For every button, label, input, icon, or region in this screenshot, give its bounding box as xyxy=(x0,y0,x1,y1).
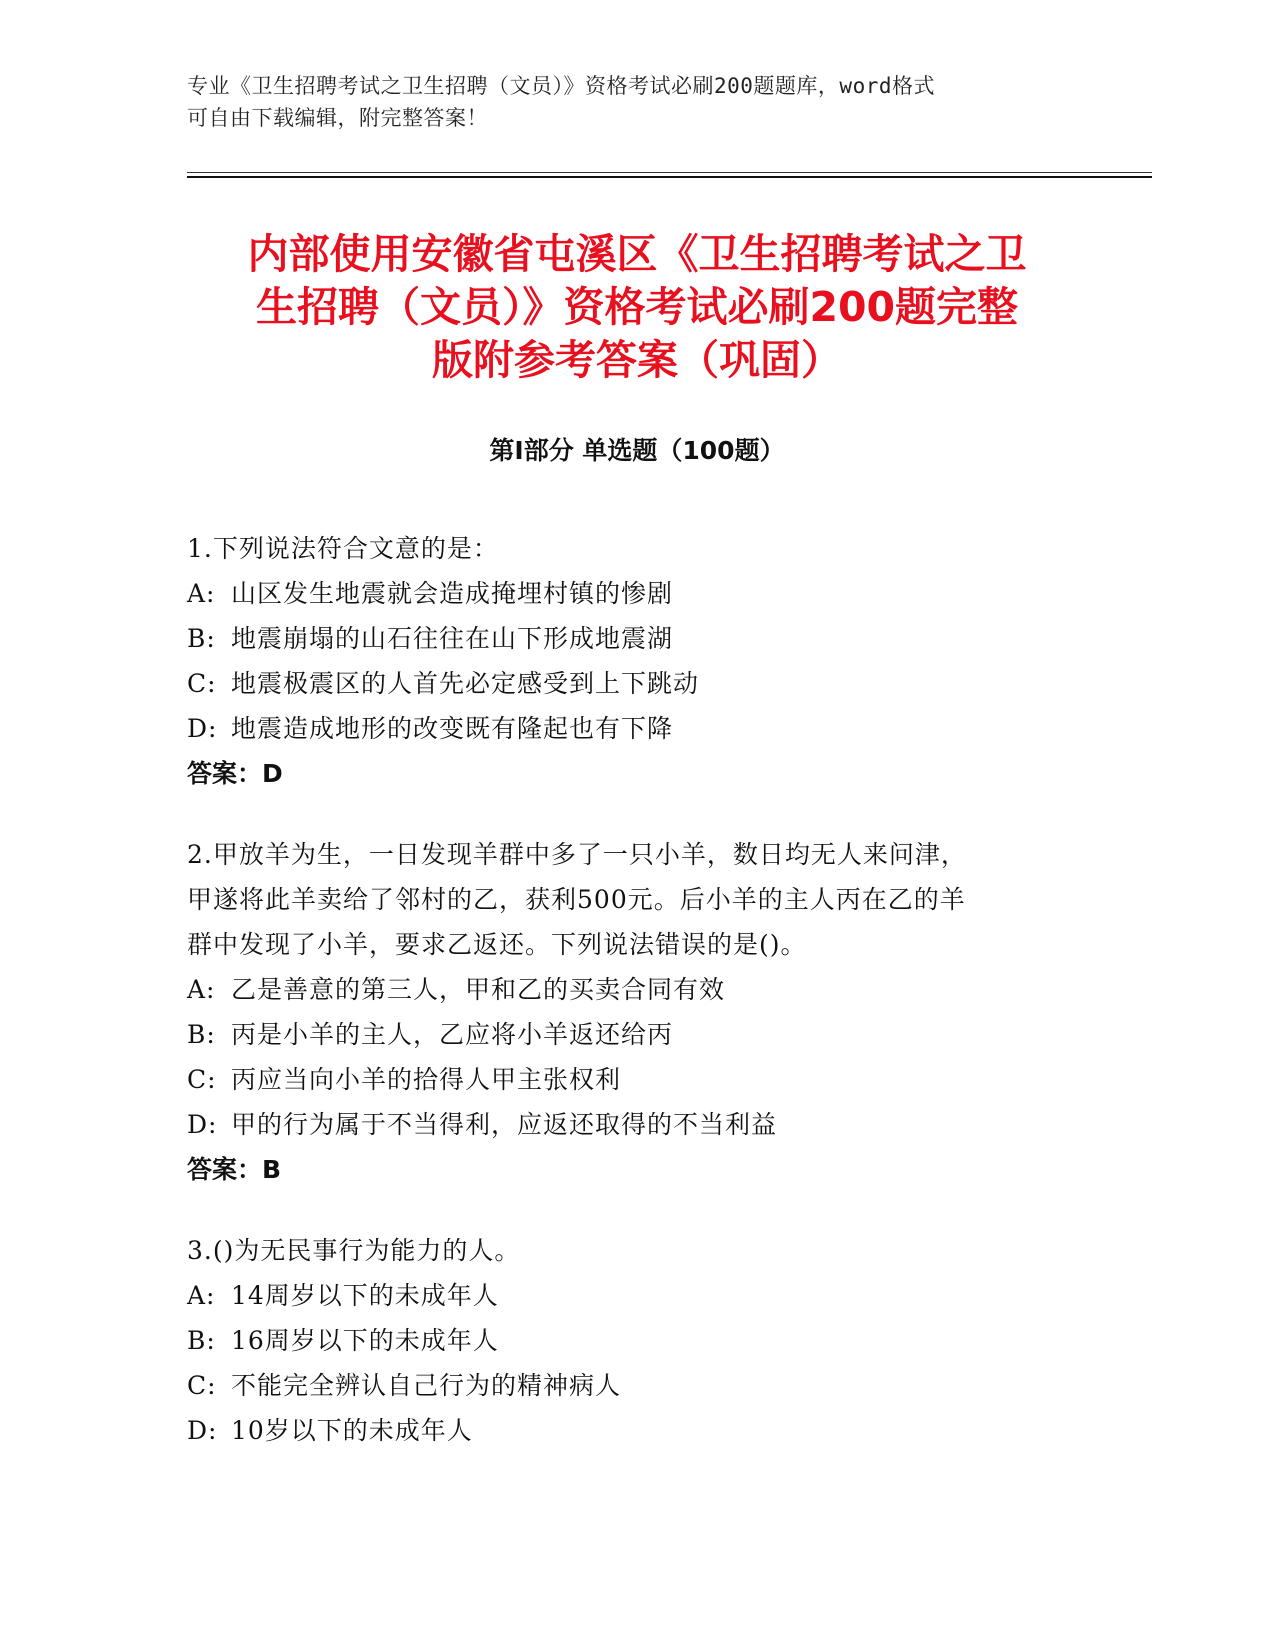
option-d xyxy=(187,1102,1067,1147)
header-divider-thick xyxy=(187,176,1152,178)
question-stem: 3.()为无民事行为能力的人。 xyxy=(187,1236,521,1265)
option-letter: B: xyxy=(187,624,216,653)
option-letter: B: xyxy=(187,1326,216,1355)
option-c xyxy=(187,1363,1067,1408)
option-text: 不能完全辨认自己行为的精神病人 xyxy=(231,1371,622,1400)
option-text: 地震崩塌的山石往往在山下形成地震湖 xyxy=(231,624,674,653)
option-text: 山区发生地震就会造成掩埋村镇的惨剧 xyxy=(231,579,674,608)
question-stem-line-1: 2.甲放羊为生，一日发现羊群中多了一只小羊，数日均无人来问津， xyxy=(187,840,967,869)
document-title-line-2: 生招聘（文员）》资格考试必刷200题完整 xyxy=(255,283,1019,331)
question-1 xyxy=(187,526,1067,796)
option-text: 乙是善意的第三人，甲和乙的买卖合同有效 xyxy=(231,975,726,1004)
answer-label: 答案：D xyxy=(187,759,283,788)
question-stem-line-2: 甲遂将此羊卖给了邻村的乙，获利500元。后小羊的主人丙在乙的羊 xyxy=(187,885,966,914)
option-letter: D: xyxy=(187,714,218,743)
header-note-line-2: 可自由下载编辑，附完整答案！ xyxy=(187,106,488,130)
option-letter: D: xyxy=(187,1416,218,1445)
document-title-line-1: 内部使用安徽省屯溪区《卫生招聘考试之卫 xyxy=(247,230,1027,278)
option-b xyxy=(187,1012,1067,1057)
header-note-line-1: 专业《卫生招聘考试之卫生招聘（文员）》资格考试必刷200题题库，word格式 xyxy=(187,74,935,98)
question-stem: 1.下列说法符合文意的是： xyxy=(187,534,499,563)
option-letter: A: xyxy=(187,975,216,1004)
option-a xyxy=(187,967,1067,1012)
option-d xyxy=(187,706,1067,751)
option-letter: A: xyxy=(187,1281,216,1310)
question-list xyxy=(187,526,1067,1489)
option-letter: A: xyxy=(187,579,216,608)
question-2 xyxy=(187,832,1067,1192)
answer-label: 答案：B xyxy=(187,1155,282,1184)
option-letter: D: xyxy=(187,1110,218,1139)
option-letter: B: xyxy=(187,1020,216,1049)
document-title xyxy=(187,228,1087,387)
option-c xyxy=(187,661,1067,706)
option-text: 丙是小羊的主人，乙应将小羊返还给丙 xyxy=(231,1020,674,1049)
option-c xyxy=(187,1057,1067,1102)
section-title: 第Ⅰ部分 单选题（100题） xyxy=(489,436,785,465)
option-text: 甲的行为属于不当得利，应返还取得的不当利益 xyxy=(231,1110,778,1139)
option-letter: C: xyxy=(187,669,217,698)
option-text: 地震极震区的人首先必定感受到上下跳动 xyxy=(231,669,700,698)
option-text: 16周岁以下的未成年人 xyxy=(231,1326,499,1355)
option-a xyxy=(187,571,1067,616)
option-text: 地震造成地形的改变既有隆起也有下降 xyxy=(231,714,674,743)
option-letter: C: xyxy=(187,1371,217,1400)
option-d xyxy=(187,1408,1067,1453)
option-text: 14周岁以下的未成年人 xyxy=(231,1281,499,1310)
header-divider-thin xyxy=(187,172,1152,173)
option-text: 丙应当向小羊的拾得人甲主张权利 xyxy=(231,1065,622,1094)
header-note xyxy=(187,70,1067,134)
question-3 xyxy=(187,1228,1067,1453)
option-a xyxy=(187,1273,1067,1318)
option-text: 10岁以下的未成年人 xyxy=(231,1416,473,1445)
option-b xyxy=(187,616,1067,661)
option-b xyxy=(187,1318,1067,1363)
question-stem-line-3: 群中发现了小羊，要求乙返还。下列说法错误的是()。 xyxy=(187,930,807,959)
option-letter: C: xyxy=(187,1065,217,1094)
document-title-line-3: 版附参考答案（巩固） xyxy=(432,336,842,384)
